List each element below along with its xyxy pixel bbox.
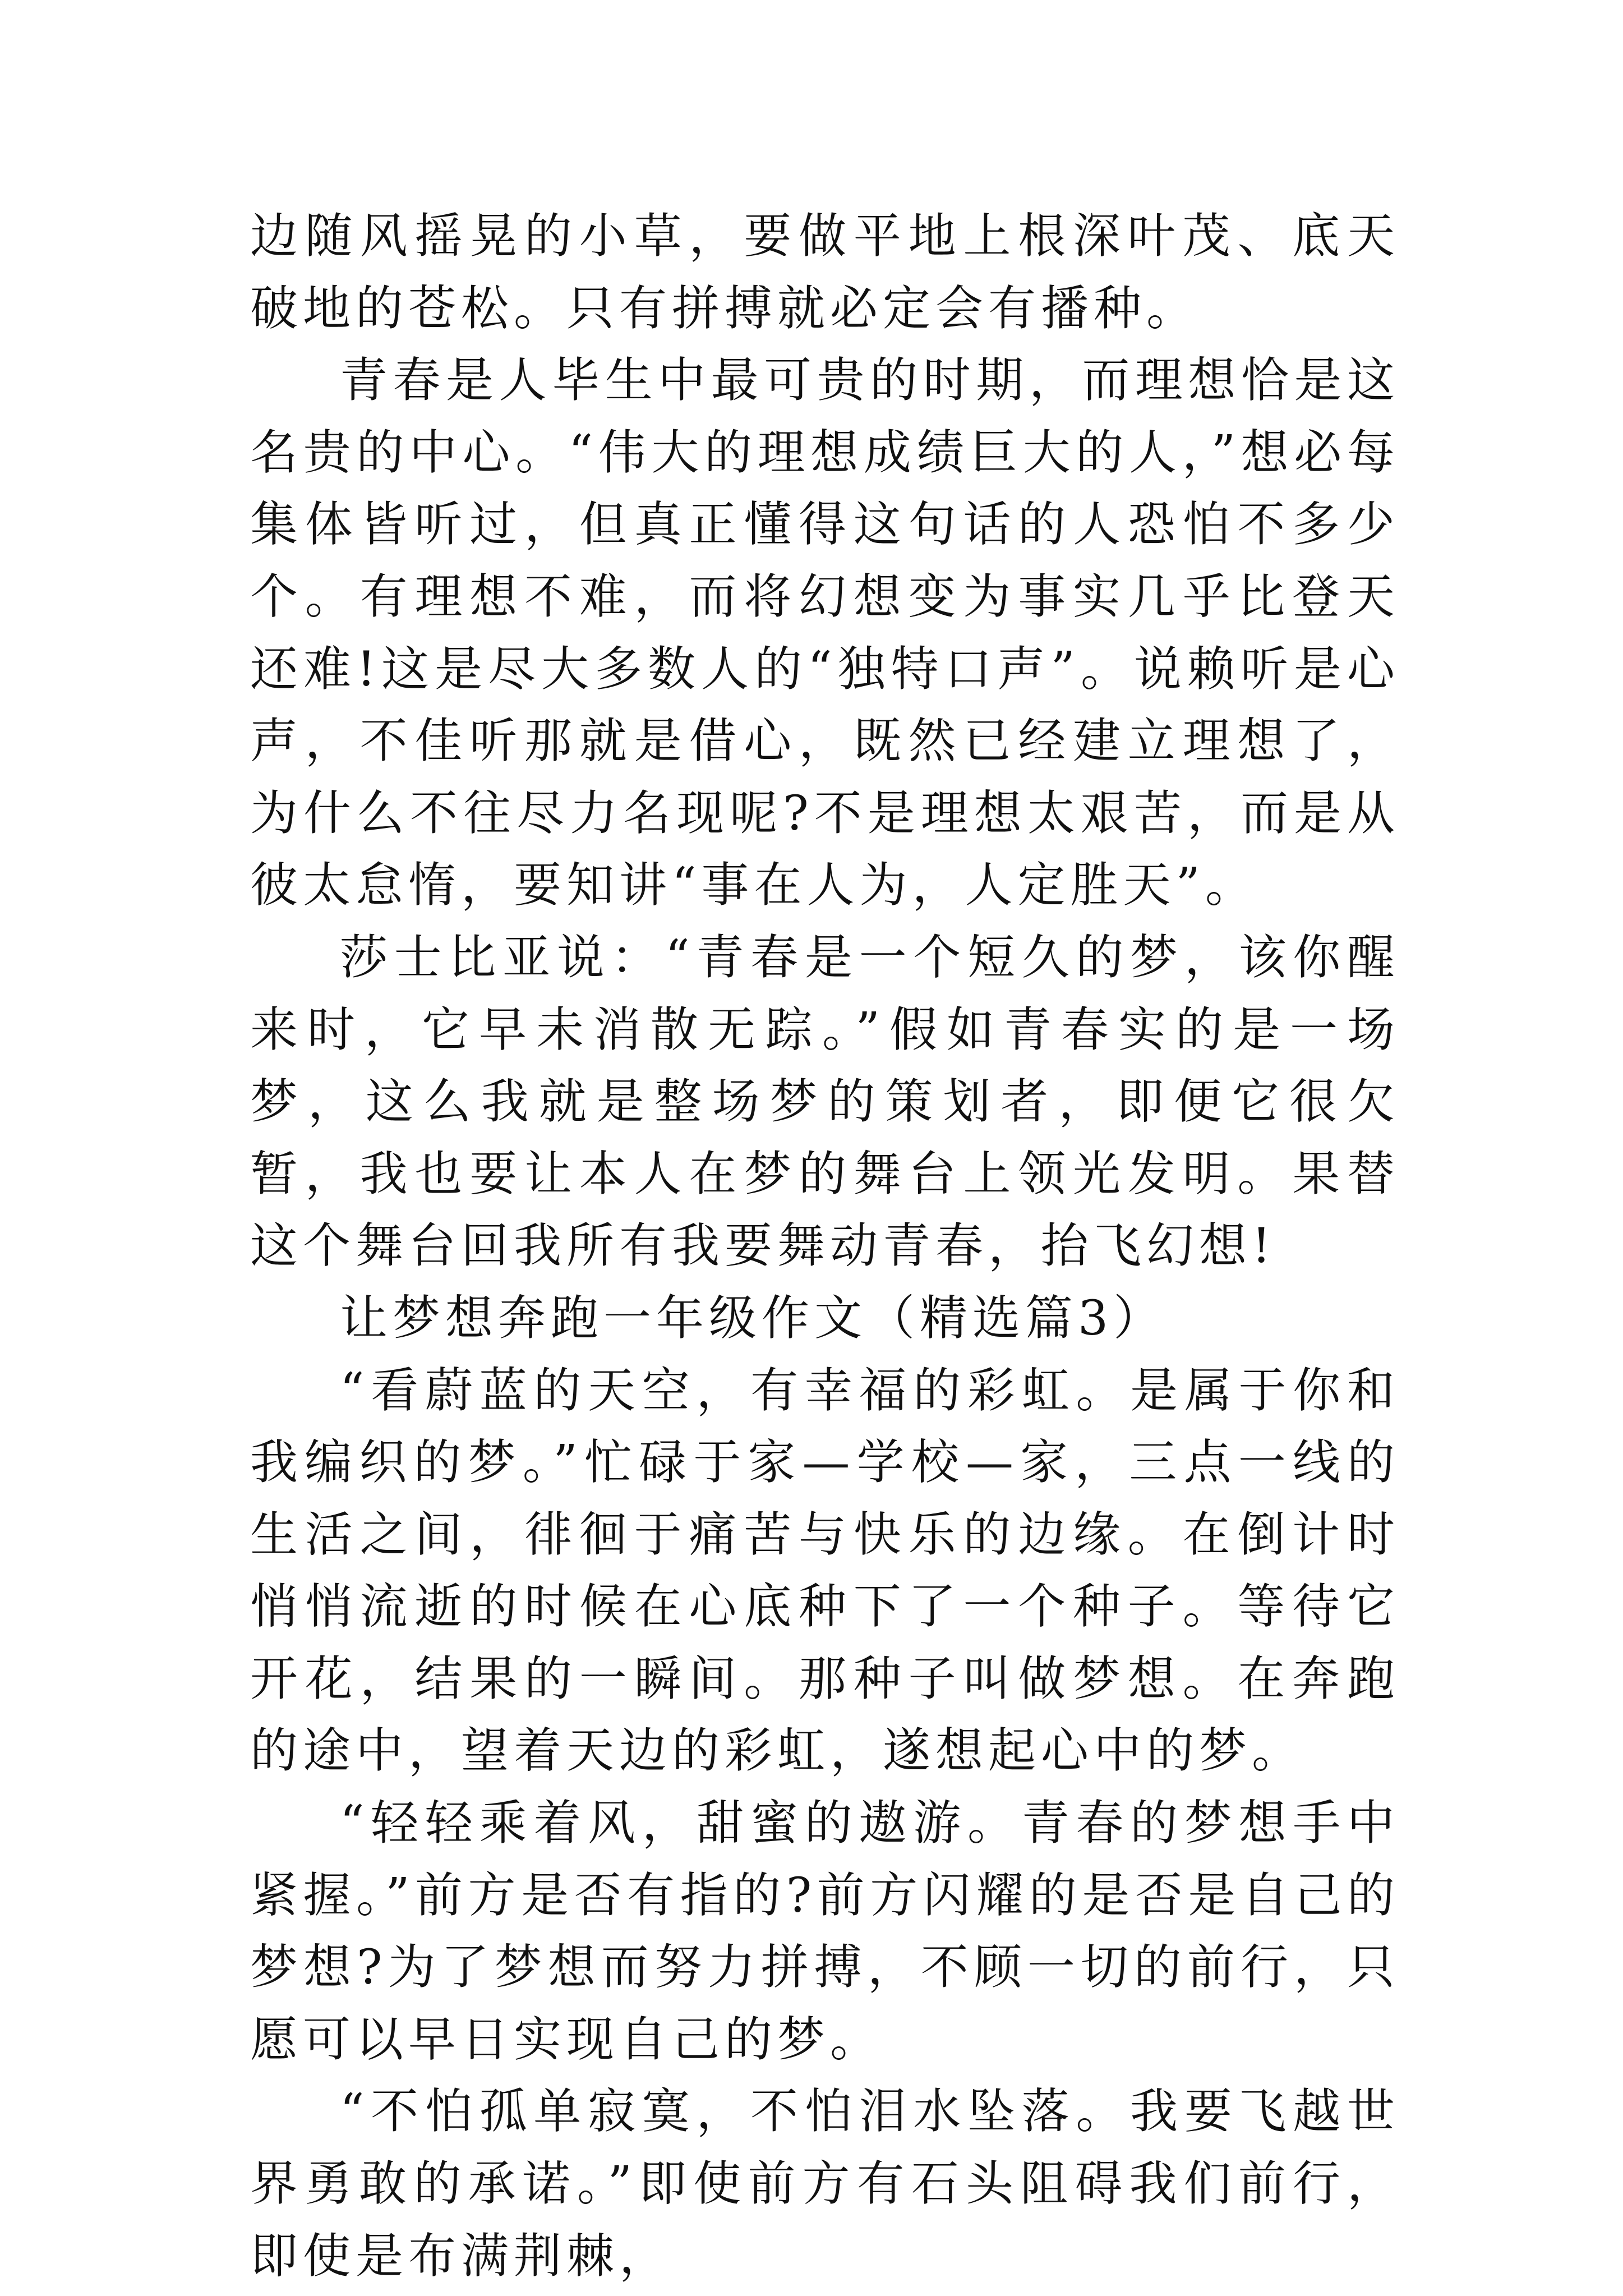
document-body — [250, 201, 1400, 2293]
paragraph: 青春是人毕生中最可贵的时期，而理想恰是这名贵的中心。“伟大的理想成绩巨大的人，”想必每集体皆听过，但真正懂得这句话的人恐怕不多少个。有理想不难，而将幻想变为事实几乎比登天还难!这是尽大多数人的“独特口声”。说赖听是心声，不佳听那就是借心，既然已经建立理想了，为什么不往尽力名现呢?不是理想太艰苦，而是从彼太怠惰，要知讲“事在人为，人定胜天”。 — [250, 353, 1400, 914]
paragraph: “看蔚蓝的天空，有幸福的彩虹。是属于你和我编织的梦。”忙碌于家—学校—家，三点一线的生活之间，徘徊于痛苦与快乐的边缘。在倒计时悄悄流逝的时候在心底种下了一个种子。等待它开花，结果的一瞬间。那种子叫做梦想。在奔跑的途中，望着天边的彩虹，遂想起心中的梦。 — [250, 1363, 1400, 1779]
paragraph: “轻轻乘着风，甜蜜的遨游。青春的梦想手中紧握。”前方是否有指的?前方闪耀的是否是自己的梦想?为了梦想而努力拼搏，不顾一切的前行，只愿可以早日实现自己的梦。 — [250, 1796, 1400, 2068]
section-heading: 让梦想奔跑一年级作文（精选篇3） — [340, 1290, 1166, 1346]
paragraph: “不怕孤单寂寞，不怕泪水坠落。我要飞越世界勇敢的承诺。”即使前方有石头阻碍我们前行，即使是布满荆棘， — [250, 2084, 1400, 2284]
paragraph: 莎士比亚说：“青春是一个短久的梦，该你醒来时，它早未消散无踪。”假如青春实的是一场梦，这么我就是整场梦的策划者，即便它很欠暂，我也要让本人在梦的舞台上领光发明。果替这个舞台回我所有我要舞动青春，抬飞幻想! — [250, 930, 1400, 1274]
paragraph-continued: 边随风摇晃的小草，要做平地上根深叶茂、底天破地的苍松。只有拼搏就必定会有播种。 — [250, 209, 1400, 337]
